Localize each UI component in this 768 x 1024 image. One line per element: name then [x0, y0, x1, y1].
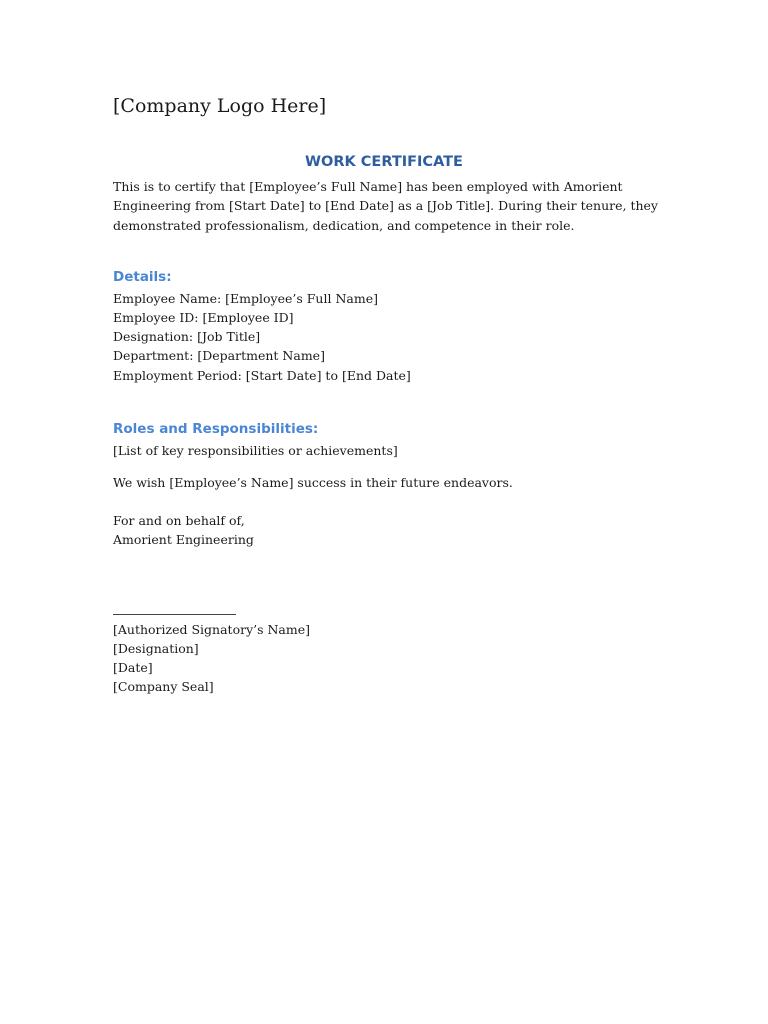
closing-behalf: For and on behalf of,: [113, 513, 245, 528]
document-title: WORK CERTIFICATE: [305, 154, 463, 170]
intro-line: demonstrated professionalism, dedication, and competence in their role.: [113, 217, 575, 233]
signature-date: [Date]: [113, 660, 153, 675]
signatory-designation: [Designation]: [113, 641, 199, 656]
signatory-name: [Authorized Signatory’s Name]: [113, 622, 311, 637]
company-seal: [Company Seal]: [113, 679, 214, 694]
intro-line: Engineering from [Start Date] to [End Date] as a [Job Title]. During their tenure, they: [113, 198, 658, 214]
intro-paragraph: [113, 177, 658, 235]
details-heading: Details:: [113, 269, 172, 285]
detail-designation: Designation: [Job Title]: [113, 329, 261, 344]
detail-employee-name: Employee Name: [Employee’s Full Name]: [113, 291, 378, 306]
roles-heading: Roles and Responsibilities:: [113, 421, 319, 437]
detail-employment-period: Employment Period: [Start Date] to [End Date]: [113, 368, 411, 383]
signature-line: [113, 614, 236, 615]
detail-department: Department: [Department Name]: [113, 348, 325, 363]
roles-text: [List of key responsibilities or achievements]: [113, 443, 398, 458]
closing-company: Amorient Engineering: [113, 532, 254, 547]
company-logo-placeholder: [Company Logo Here]: [113, 95, 327, 117]
detail-employee-id: Employee ID: [Employee ID]: [113, 310, 294, 325]
intro-line: This is to certify that [Employee’s Full Name] has been employed with Amorient: [113, 179, 623, 194]
closing-wish: We wish [Employee’s Name] success in their future endeavors.: [113, 475, 513, 490]
